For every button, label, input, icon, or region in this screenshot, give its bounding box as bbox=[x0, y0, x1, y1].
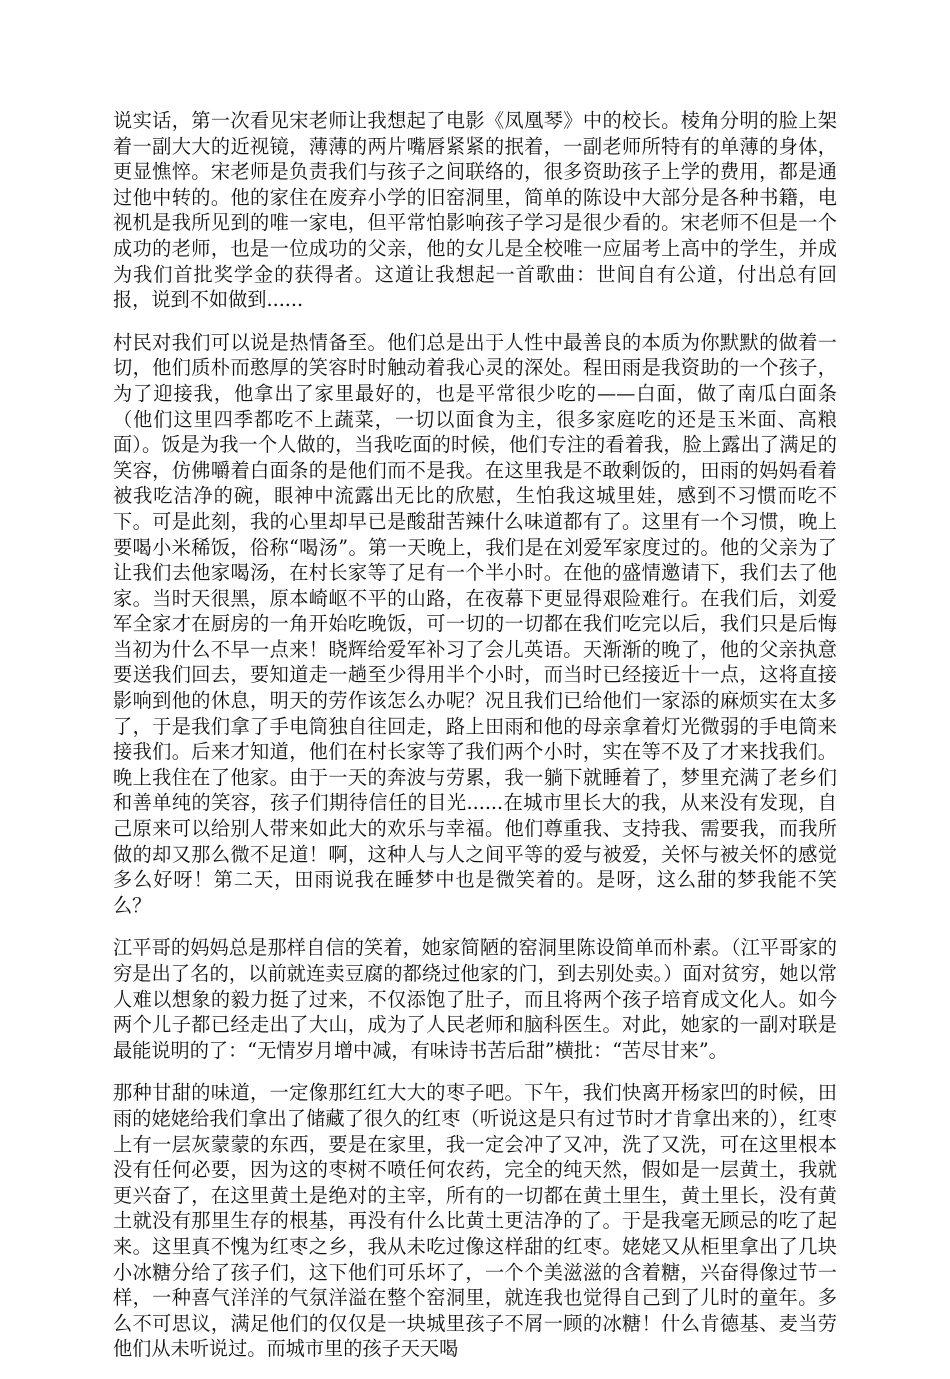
paragraph-teacher-song: 说实话，第一次看见宋老师让我想起了电影《凤凰琴》中的校长。棱角分明的脸上架着一副大大的近视镜，薄薄的两片嘴唇紧紧的抿着，一副老师所特有的单薄的身体，更显憔悴。宋老师是负责我们与孩子之间联络的，很多资助孩子上学的费用，都是通过他中转的。他的家住在废弃小学的旧窑洞里，简单的陈设中大部分是各种书籍，电视机是我所见到的唯一家电，但平常怕影响孩子学习是很少看的。宋老师不但是一个成功的老师，也是一位成功的父亲，他的女儿是全校唯一应届考上高中的学生，并成为我们首批奖学金的获得者。这道让我想起一首歌曲：世间自有公道，付出总有回报，说到不如做到...... bbox=[113, 109, 837, 312]
document-page bbox=[113, 108, 837, 1379]
paragraph-jiangping-mother: 江平哥的妈妈总是那样自信的笑着，她家简陋的窑洞里陈设简单而朴素。（江平哥家的穷是出了名的，以前就连卖豆腐的都绕过他家的门，到去别处卖。）面对贫穷，她以常人难以想象的毅力挺了过来，不仅添饱了肚子，而且将两个孩子培育成文化人。如今两个儿子都已经走出了大山，成为了人民老师和脑科医生。对此，她家的一副对联是最能说明的了：“无情岁月增中减，有味诗书苦后甜”横批：“苦尽甘来”。 bbox=[113, 936, 837, 1062]
paragraph-red-dates: 那种甘甜的味道，一定像那红红大大的枣子吧。下午，我们快离开杨家凹的时候，田雨的姥姥给我们拿出了储藏了很久的红枣（听说这是只有过节时才肯拿出来的），红枣上有一层灰蒙蒙的东西，要是在家里，我一定会冲了又冲，洗了又洗，可在这里根本没有任何必要，因为这的枣树不喷任何农药，完全的纯天然，假如是一层黄土，我就更兴奋了，在这里黄土是绝对的主宰，所有的一切都在黄土里生，黄土里长，没有黄土就没有那里生存的根基，再没有什么比黄土更洁净的了。于是我毫无顾忌的吃了起来。这里真不愧为红枣之乡，我从未吃过像这样甜的红枣。姥姥又从柜里拿出了几块小冰糖分给了孩子们，这下他们可乐坏了，一个个美滋滋的含着糖，兴奋得像过节一样，一种喜气洋洋的气氛洋溢在整个窑洞里，就连我也觉得自己到了儿时的童年。多么不可思议，满足他们的仅仅是一块城里孩子不屑一顾的冰糖！什么肯德基、麦当劳他们从未听说过。而城市里的孩子天天喝 bbox=[113, 1081, 837, 1361]
paragraph-villagers-hospitality: 村民对我们可以说是热情备至。他们总是出于人性中最善良的本质为你默默的做着一切，他们质朴而憨厚的笑容时时触动着我心灵的深处。程田雨是我资助的一个孩子，为了迎接我，他拿出了家里最好的，也是平常很少吃的——白面，做了南瓜白面条（他们这里四季都吃不上蔬菜，一切以面食为主，很多家庭吃的还是玉米面、高粮面）。饭是为我一个人做的，当我吃面的时候，他们专注的看着我，脸上露出了满足的笑容，仿佛嚼着白面条的是他们而不是我。在这里我是不敢剩饭的，田雨的妈妈看着被我吃洁净的碗，眼神中流露出无比的欣慰，生怕我这城里娃，感到不习惯而吃不下。可是此刻，我的心里却早已是酸甜苦辣什么味道都有了。这里有一个习惯，晚上要喝小米稀饭，俗称“喝汤”。第一天晚上，我们是在刘爱军家度过的。他的父亲为了让我们去他家喝汤，在村长家等了足有一个半小时。在他的盛情邀请下，我们去了他家。当时天很黑，原本崎岖不平的山路，在夜幕下更显得艰险难行。在我们后，刘爱军全家才在厨房的一角开始吃晚饭，可一切的一切都在我们吃完以后，我们只是后悔当初为什么不早一点来！晓辉给爱军补习了会儿英语。天渐渐的晚了，他的父亲执意要送我们回去，要知道走一趟至少得用半个小时，而当时已经接近十一点，这将直接影响到他的休息，明天的劳作该怎么办呢？况且我们已给他们一家添的麻烦实在太多了，于是我们拿了手电筒独自往回走，路上田雨和他的母亲拿着灯光微弱的手电筒来接我们。后来才知道，他们在村长家等了我们两个小时，实在等不及了才来找我们。晚上我住在了他家。由于一天的奔波与劳累，我一躺下就睡着了，梦里充满了老乡们和善单纯的笑容，孩子们期待信任的目光......在城市里长大的我，从来没有发现，自己原来可以给别人带来如此大的欢乐与幸福。他们尊重我、支持我、需要我，而我所做的却又那么微不足道！啊，这种人与人之间平等的爱与被爱，关怀与被关怀的感觉多么好呀！第二天，田雨说我在睡梦中也是微笑着的。是呀，这么甜的梦我能不笑么？ bbox=[113, 330, 837, 917]
